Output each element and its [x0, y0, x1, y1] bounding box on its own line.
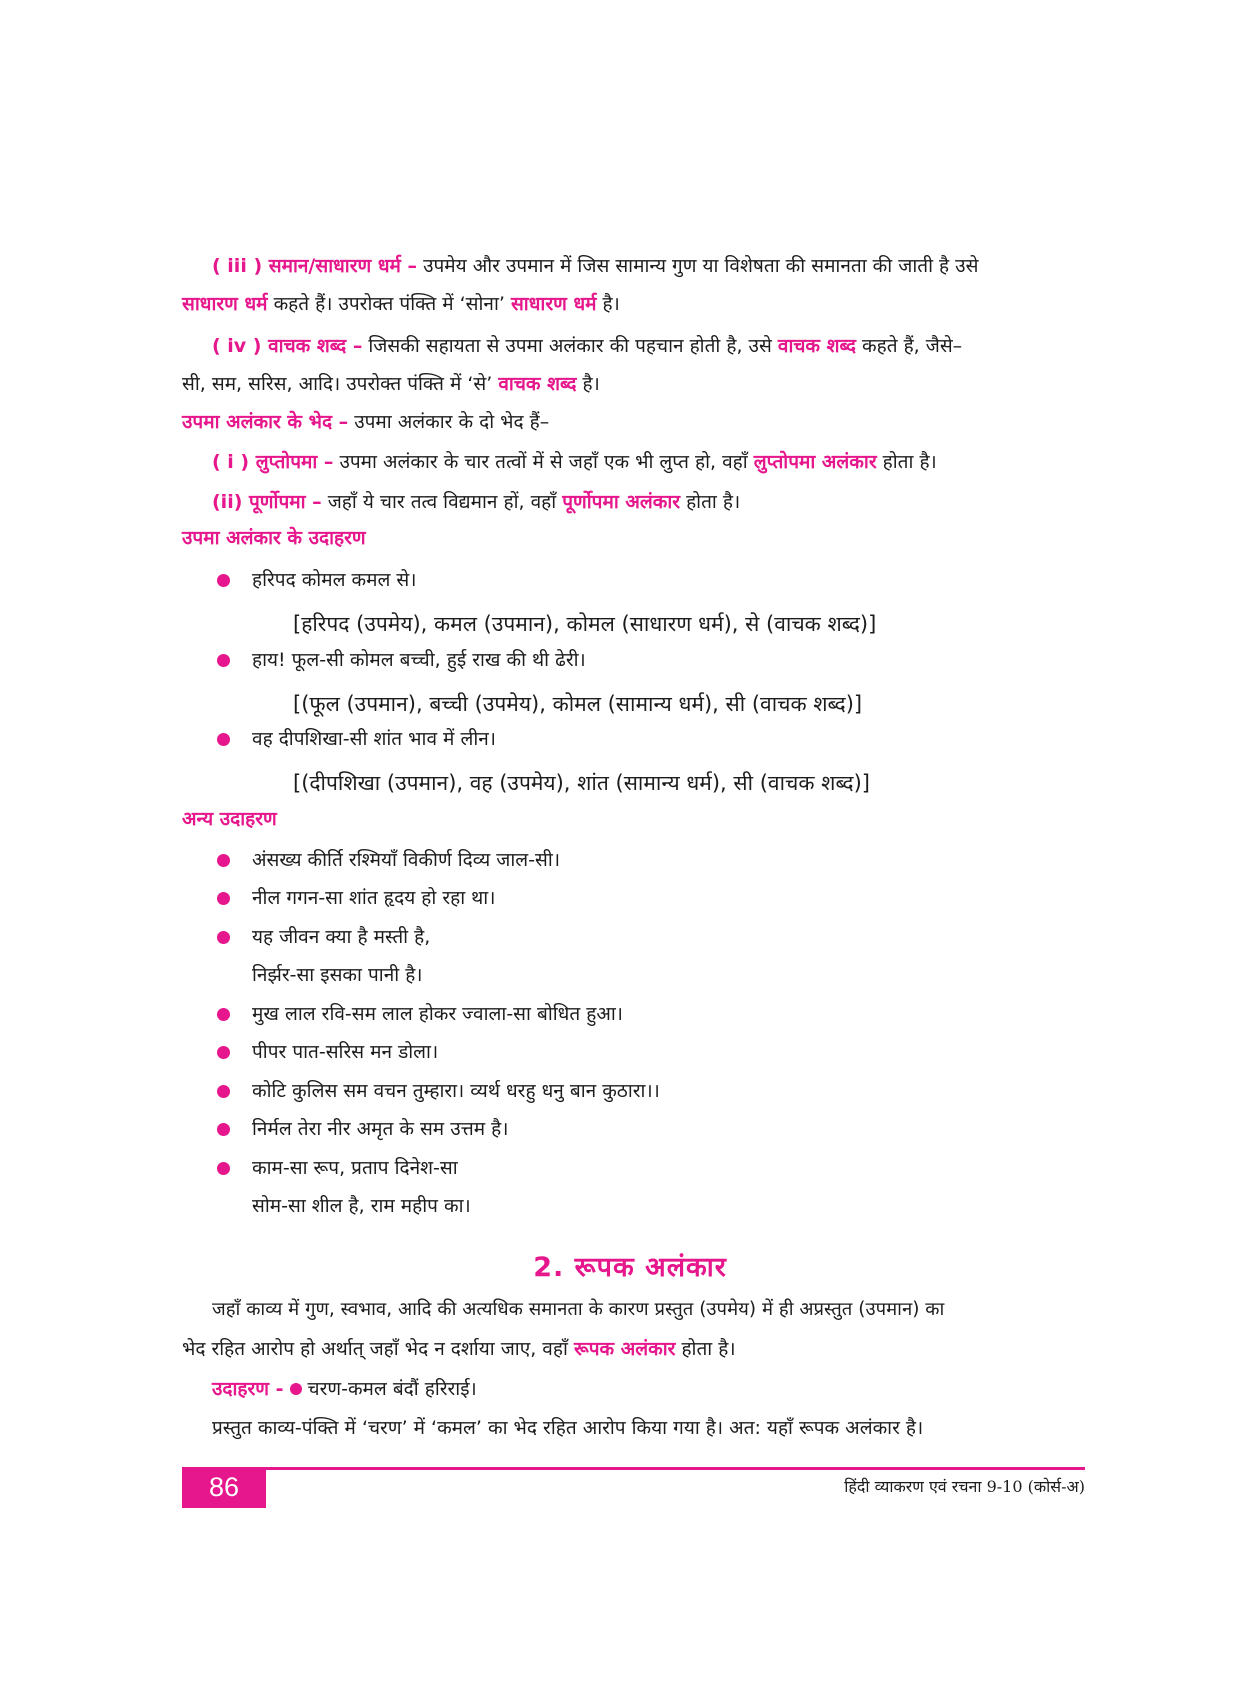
type-i-end: होता है। [882, 451, 937, 473]
types-intro: उपमा अलंकार के दो भेद हैं– [354, 411, 550, 433]
type-i-term: लुप्तोपमा अलंकार [753, 451, 877, 473]
rupak-text2: भेद रहित आरोप हो अर्थात् जहाँ भेद न दर्शाया जाए, वहाँ [182, 1338, 568, 1360]
para-iv-text4: है। [582, 373, 600, 395]
example-2-line: हाय! फूल-सी कोमल बच्ची, हुई राख की थी ढेरी। [252, 649, 586, 671]
bullet-icon [217, 1085, 230, 1098]
other-example-1: अंसख्य कीर्ति रश्मियाँ विकीर्ण दिव्य जाल-सी। [252, 849, 561, 871]
example-1-note: [हरिपद (उपमेय), कमल (उपमान), कोमल (साधारण धर्म), से (वाचक शब्द)] [293, 612, 877, 636]
footer-rule [182, 1467, 1085, 1470]
example-3-line: वह दीपशिखा-सी शांत भाव में लीन। [252, 728, 497, 750]
rupak-line2 [182, 1334, 736, 1364]
bullet-icon [217, 1123, 230, 1136]
type-i-line [212, 447, 937, 477]
para-iv-line1 [212, 331, 962, 361]
other-example-6: कोटि कुलिस सम वचन तुम्हारा। व्यर्थ धरहु धनु बान कुठारा।। [252, 1080, 660, 1102]
type-ii-label: (ii) पूर्णोपमा – [212, 491, 322, 513]
para-iii-text2: कहते हैं। उपरोक्त पंक्ति में ‘सोना’ [273, 293, 505, 315]
para-iv-line2 [182, 369, 600, 399]
other-example-3b: निर्झर-सा इसका पानी है। [252, 964, 423, 986]
para-iii-line2 [182, 289, 620, 319]
para-iv-term1: वाचक शब्द [777, 335, 856, 357]
page-number: 86 [182, 1467, 266, 1508]
rupak-example-label: उदाहरण - [212, 1378, 284, 1400]
type-ii-term: पूर्णोपमा अलंकार [562, 491, 681, 513]
para-iii-term1: साधारण धर्म [182, 293, 268, 315]
para-iii-term2: साधारण धर्म [510, 293, 597, 315]
other-example-8b: सोम-सा शील है, राम महीप का। [252, 1195, 471, 1217]
types-line [182, 407, 549, 437]
para-iii-text3: है। [602, 293, 620, 315]
other-example-8a: काम-सा रूप, प्रताप दिनेश-सा [252, 1157, 458, 1179]
type-i-label: ( i ) लुप्तोपमा – [212, 451, 334, 473]
other-example-7: निर्मल तेरा नीर अमृत के सम उत्तम है। [252, 1118, 509, 1140]
examples-heading: उपमा अलंकार के उदाहरण [182, 527, 366, 549]
bullet-icon [290, 1383, 302, 1395]
rupak-example: चरण-कमल बंदौं हरिराई। [307, 1378, 477, 1400]
other-example-5: पीपर पात-सरिस मन डोला। [252, 1041, 439, 1063]
type-i-text: उपमा अलंकार के चार तत्वों में से जहाँ एक भी लुप्त हो, वहाँ [339, 451, 748, 473]
para-iii-text1: उपमेय और उपमान में जिस सामान्य गुण या विशेषता की समानता की जाती है उसे [423, 255, 979, 277]
para-iv-text3: सी, सम, सरिस, आदि। उपरोक्त पंक्ति में ‘से’ [182, 373, 493, 395]
bullet-icon [217, 733, 230, 746]
para-iv-text1: जिसकी सहायता से उपमा अलंकार की पहचान होती है, उसे [368, 335, 772, 357]
bullet-icon [217, 654, 230, 667]
para-iv-term2: वाचक शब्द [498, 373, 577, 395]
bullet-icon [217, 854, 230, 867]
rupak-term: रूपक अलंकार [573, 1338, 676, 1360]
type-ii-line [212, 487, 740, 517]
type-ii-end: होता है। [686, 491, 741, 513]
para-iv-text2: कहते हैं, जैसे– [862, 335, 963, 357]
para-iii-line1 [212, 251, 978, 281]
rupak-text3: होता है। [681, 1338, 736, 1360]
other-example-2: नील गगन-सा शांत हृदय हो रहा था। [252, 887, 496, 909]
example-2-note: [(फूल (उपमान), बच्ची (उपमेय), कोमल (सामान्य धर्म), सी (वाचक शब्द)] [293, 692, 863, 716]
book-title: हिंदी व्याकरण एवं रचना 9-10 (कोर्स-अ) [844, 1477, 1085, 1496]
other-examples-heading: अन्य उदाहरण [182, 808, 277, 830]
bullet-icon [217, 574, 230, 587]
bullet-icon [217, 892, 230, 905]
bullet-icon [217, 931, 230, 944]
rupak-explanation: प्रस्तुत काव्य-पंक्ति में ‘चरण’ में ‘कमल’ का भेद रहित आरोप किया गया है। अत: यहाँ रूपक अलंकार है। [212, 1417, 924, 1439]
other-example-4: मुख लाल रवि-सम लाल होकर ज्वाला-सा बोधित हुआ। [252, 1003, 623, 1025]
bullet-icon [217, 1162, 230, 1175]
type-ii-text: जहाँ ये चार तत्व विद्यमान हों, वहाँ [327, 491, 557, 513]
bullet-icon [217, 1008, 230, 1021]
bullet-icon [217, 1046, 230, 1059]
types-heading: उपमा अलंकार के भेद – [182, 411, 349, 433]
rupak-example-line [212, 1374, 477, 1404]
other-example-3a: यह जीवन क्या है मस्ती है, [252, 926, 431, 948]
example-1-line: हरिपद कोमल कमल से। [252, 569, 417, 591]
section-heading: 2. रूपक अलंकार [533, 1252, 727, 1283]
rupak-line1: जहाँ काव्य में गुण, स्वभाव, आदि की अत्यधिक समानता के कारण प्रस्तुत (उपमेय) में ही अप्रस्तुत (उपमान) का [212, 1299, 945, 1320]
para-iii-label: ( iii ) समान/साधारण धर्म – [212, 255, 418, 277]
example-3-note: [(दीपशिखा (उपमान), वह (उपमेय), शांत (सामान्य धर्म), सी (वाचक शब्द)] [293, 771, 870, 795]
para-iv-label: ( iv ) वाचक शब्द – [212, 335, 363, 357]
